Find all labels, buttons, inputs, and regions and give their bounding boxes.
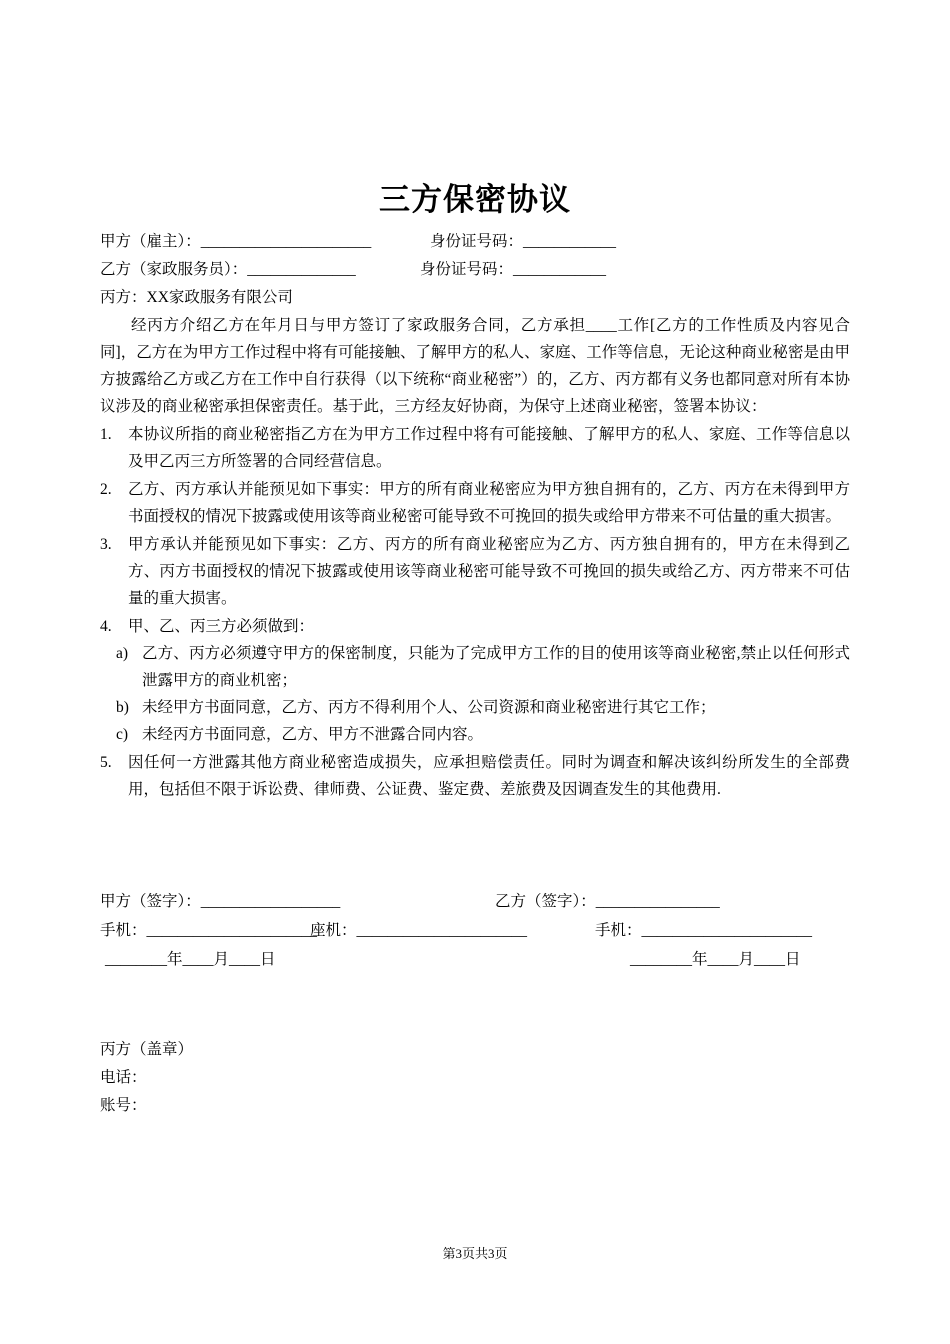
clause-text: 乙方、丙方承认并能预见如下事实：甲方的所有商业秘密应为甲方独自拥有的，乙方、丙方在未得到甲方书面授权的情况下披露或使用该等商业秘密可能导致不可挽回的损失或给甲方带来不可估量的重大损害。 bbox=[128, 481, 850, 525]
sub-text: 未经丙方书面同意，乙方、甲方不泄露合同内容。 bbox=[142, 726, 484, 743]
clause-text: 本协议所指的商业秘密指乙方在为甲方工作过程中将有可能接触、了解甲方的私人、家庭、工作等信息以及甲乙丙三方所签署的合同经营信息。 bbox=[128, 426, 850, 470]
sub-letter: c) bbox=[116, 726, 129, 743]
party-a-mobile-blank: ______________________ bbox=[146, 922, 318, 939]
party-c-seal-label: 丙方（盖章） bbox=[100, 1041, 194, 1058]
clause-number: 1. bbox=[100, 426, 112, 443]
sub-letter: b) bbox=[116, 699, 129, 716]
party-b-id bbox=[420, 256, 606, 284]
clause-text: 甲方承认并能预见如下事实：乙方、丙方的所有商业秘密应为乙方、丙方独自拥有的，甲方在未得到乙方、丙方书面授权的情况下披露或使用该等商业秘密可能导致不可挽回的损失或给乙方、丙方带来不可估量的重大损害。 bbox=[128, 536, 850, 607]
label-text: 手机： bbox=[100, 922, 147, 939]
party-b-mobile bbox=[595, 916, 812, 945]
party-c-row bbox=[100, 284, 850, 312]
party-b-name-blank: ______________ bbox=[247, 261, 356, 278]
label-text: 座机： bbox=[310, 922, 357, 939]
party-a-landline bbox=[310, 916, 527, 945]
clause-4-sub-b bbox=[100, 694, 850, 721]
clause-text: 甲、乙、丙三方必须做到： bbox=[128, 618, 315, 635]
party-c-phone-label: 电话： bbox=[100, 1069, 147, 1086]
party-a-row bbox=[100, 228, 850, 256]
signature-row-phones bbox=[100, 916, 850, 945]
clause-text: 因任何一方泄露其他方商业秘密造成损失，应承担赔偿责任。同时为调查和解决该纠纷所发生的全部费用，包括但不限于诉讼费、律师费、公证费、鉴定费、差旅费及因调查发生的其他费用. bbox=[128, 754, 850, 798]
label-text: 乙方（家政服务员）： bbox=[100, 261, 248, 278]
party-a-mobile bbox=[100, 916, 317, 945]
clause-number: 4. bbox=[100, 618, 112, 635]
signature-row-dates bbox=[100, 945, 850, 974]
sub-text: 乙方、丙方必须遵守甲方的保密制度，只能为了完成甲方工作的目的使用该等商业秘密,禁止以任何形式泄露甲方的商业机密； bbox=[142, 645, 850, 689]
label-text: 乙方（签字）： bbox=[495, 893, 596, 910]
clause-5 bbox=[100, 749, 850, 803]
label-text: 身份证号码： bbox=[430, 233, 524, 250]
clause-1 bbox=[100, 421, 850, 475]
party-b-label bbox=[100, 261, 356, 278]
preamble-paragraph: 经丙方介绍乙方在年月日与甲方签订了家政服务合同，乙方承担____工作[乙方的工作性质及内容见合同]，乙方在为甲方工作过程中将有可能接触、了解甲方的私人、家庭、工作等信息，无论这种商业秘密是由甲方披露给乙方或乙方在工作中自行获得（以下统称“商业秘密”）的，乙方、丙方都有义务也都同意对所有本协议涉及的商业秘密承担保密责任。基于此，三方经友好协商，为保守上述商业秘密，签署本协议： bbox=[100, 317, 850, 415]
clause-4-sub-a bbox=[100, 640, 850, 694]
party-c-label: 丙方：XX家政服务有限公司 bbox=[100, 289, 293, 306]
party-a-landline-blank: ______________________ bbox=[356, 922, 528, 939]
label-text: 身份证号码： bbox=[420, 261, 514, 278]
party-b-signature bbox=[495, 887, 720, 916]
document-title: 三方保密协议 bbox=[379, 182, 571, 218]
page-number-footer: 第3页共3页 bbox=[442, 1246, 508, 1261]
clause-number: 5. bbox=[100, 754, 112, 771]
party-b-date: ________年____月____日 bbox=[630, 951, 801, 968]
party-b-signature-blank: ________________ bbox=[595, 893, 720, 910]
clause-number: 2. bbox=[100, 481, 112, 498]
label-text: 甲方（签字）： bbox=[100, 893, 201, 910]
clause-4 bbox=[100, 613, 850, 640]
signature-section bbox=[100, 887, 850, 974]
party-a-name-blank: ______________________ bbox=[200, 233, 372, 250]
clause-2 bbox=[100, 476, 850, 530]
party-a-signature bbox=[100, 887, 340, 916]
party-a-label bbox=[100, 233, 371, 250]
party-b-mobile-blank: ______________________ bbox=[641, 922, 813, 939]
party-a-signature-blank: __________________ bbox=[200, 893, 341, 910]
label-text: 甲方（雇主）： bbox=[100, 233, 201, 250]
party-c-seal-section bbox=[100, 1036, 850, 1120]
party-b-row bbox=[100, 256, 850, 284]
party-b-id-blank: ____________ bbox=[513, 261, 607, 278]
party-a-id-blank: ____________ bbox=[523, 233, 617, 250]
clause-4-sub-c bbox=[100, 721, 850, 748]
clause-3 bbox=[100, 531, 850, 612]
sub-letter: a) bbox=[116, 645, 129, 662]
party-a-date: ________年____月____日 bbox=[105, 951, 276, 968]
party-a-id bbox=[430, 228, 616, 256]
sub-text: 未经甲方书面同意，乙方、丙方不得利用个人、公司资源和商业秘密进行其它工作； bbox=[142, 699, 716, 716]
party-c-account-label: 账号： bbox=[100, 1097, 147, 1114]
signature-row-names bbox=[100, 887, 850, 916]
clause-number: 3. bbox=[100, 536, 112, 553]
label-text: 手机： bbox=[595, 922, 642, 939]
